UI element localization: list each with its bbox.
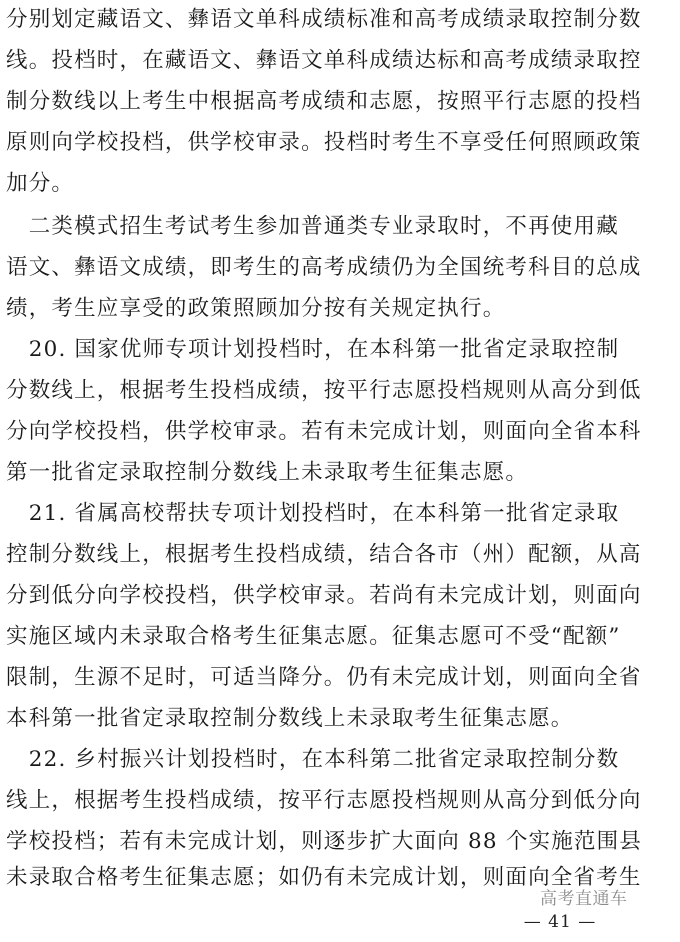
watermark: 高考直通车 <box>540 889 628 909</box>
text-line: 分到低分向学校投档，供学校审录。若尚有未完成计划，则面向 <box>6 583 642 608</box>
text-line: 学校投档；若有未完成计划，则逐步扩大面向 88 个实施范围县 <box>6 829 643 854</box>
text-line: 限制，生源不足时，可适当降分。仍有未完成计划，则面向全省 <box>6 665 642 690</box>
text-line: 22. 乡村振兴计划投档时，在本科第二批省定录取控制分数 <box>6 747 620 772</box>
text-line: 实施区域内未录取合格考生征集志愿。征集志愿可不受“配额” <box>6 624 621 649</box>
text-line: 分别划定藏语文、彝语文单科成绩标准和高考成绩录取控制分数 <box>6 7 642 32</box>
text-line: 绩，考生应享受的政策照顾加分按有关规定执行。 <box>6 296 506 321</box>
text-line: 分数线上，根据考生投档成绩，按平行志愿投档规则从高分到低 <box>6 378 642 403</box>
text-line: 21. 省属高校帮扶专项计划投档时，在本科第一批省定录取 <box>6 501 620 526</box>
text-line: 制分数线以上考生中根据高考成绩和志愿，按照平行志愿的投档 <box>6 89 642 114</box>
text-line: 线。投档时，在藏语文、彝语文单科成绩达标和高考成绩录取控 <box>6 48 642 73</box>
text-line: 语文、彝语文成绩，即考生的高考成绩仍为全国统考科目的总成 <box>6 255 642 280</box>
page-number: — 41 — <box>523 912 597 932</box>
text-line: 加分。 <box>6 171 75 196</box>
text-line: 控制分数线上，根据考生投档成绩，结合各市（州）配额，从高 <box>6 542 642 567</box>
text-line: 原则向学校投档，供学校审录。投档时考生不享受任何照顾政策 <box>6 130 642 155</box>
text-line: 本科第一批省定录取控制分数线上未录取考生征集志愿。 <box>6 706 574 731</box>
text-line: 线上，根据考生投档成绩，按平行志愿投档规则从高分到低分向 <box>6 788 642 813</box>
text-line: 20. 国家优师专项计划投档时，在本科第一批省定录取控制 <box>6 337 620 362</box>
text-line: 第一批省定录取控制分数线上未录取考生征集志愿。 <box>6 460 529 485</box>
text-line: 分向学校投档，供学校审录。若有未完成计划，则面向全省本科 <box>6 419 642 444</box>
text-line: 未录取合格考生征集志愿；如仍有未完成计划，则面向全省考生 <box>6 865 642 890</box>
text-line: 二类模式招生考试考生参加普通类专业录取时，不再使用藏 <box>6 214 619 239</box>
